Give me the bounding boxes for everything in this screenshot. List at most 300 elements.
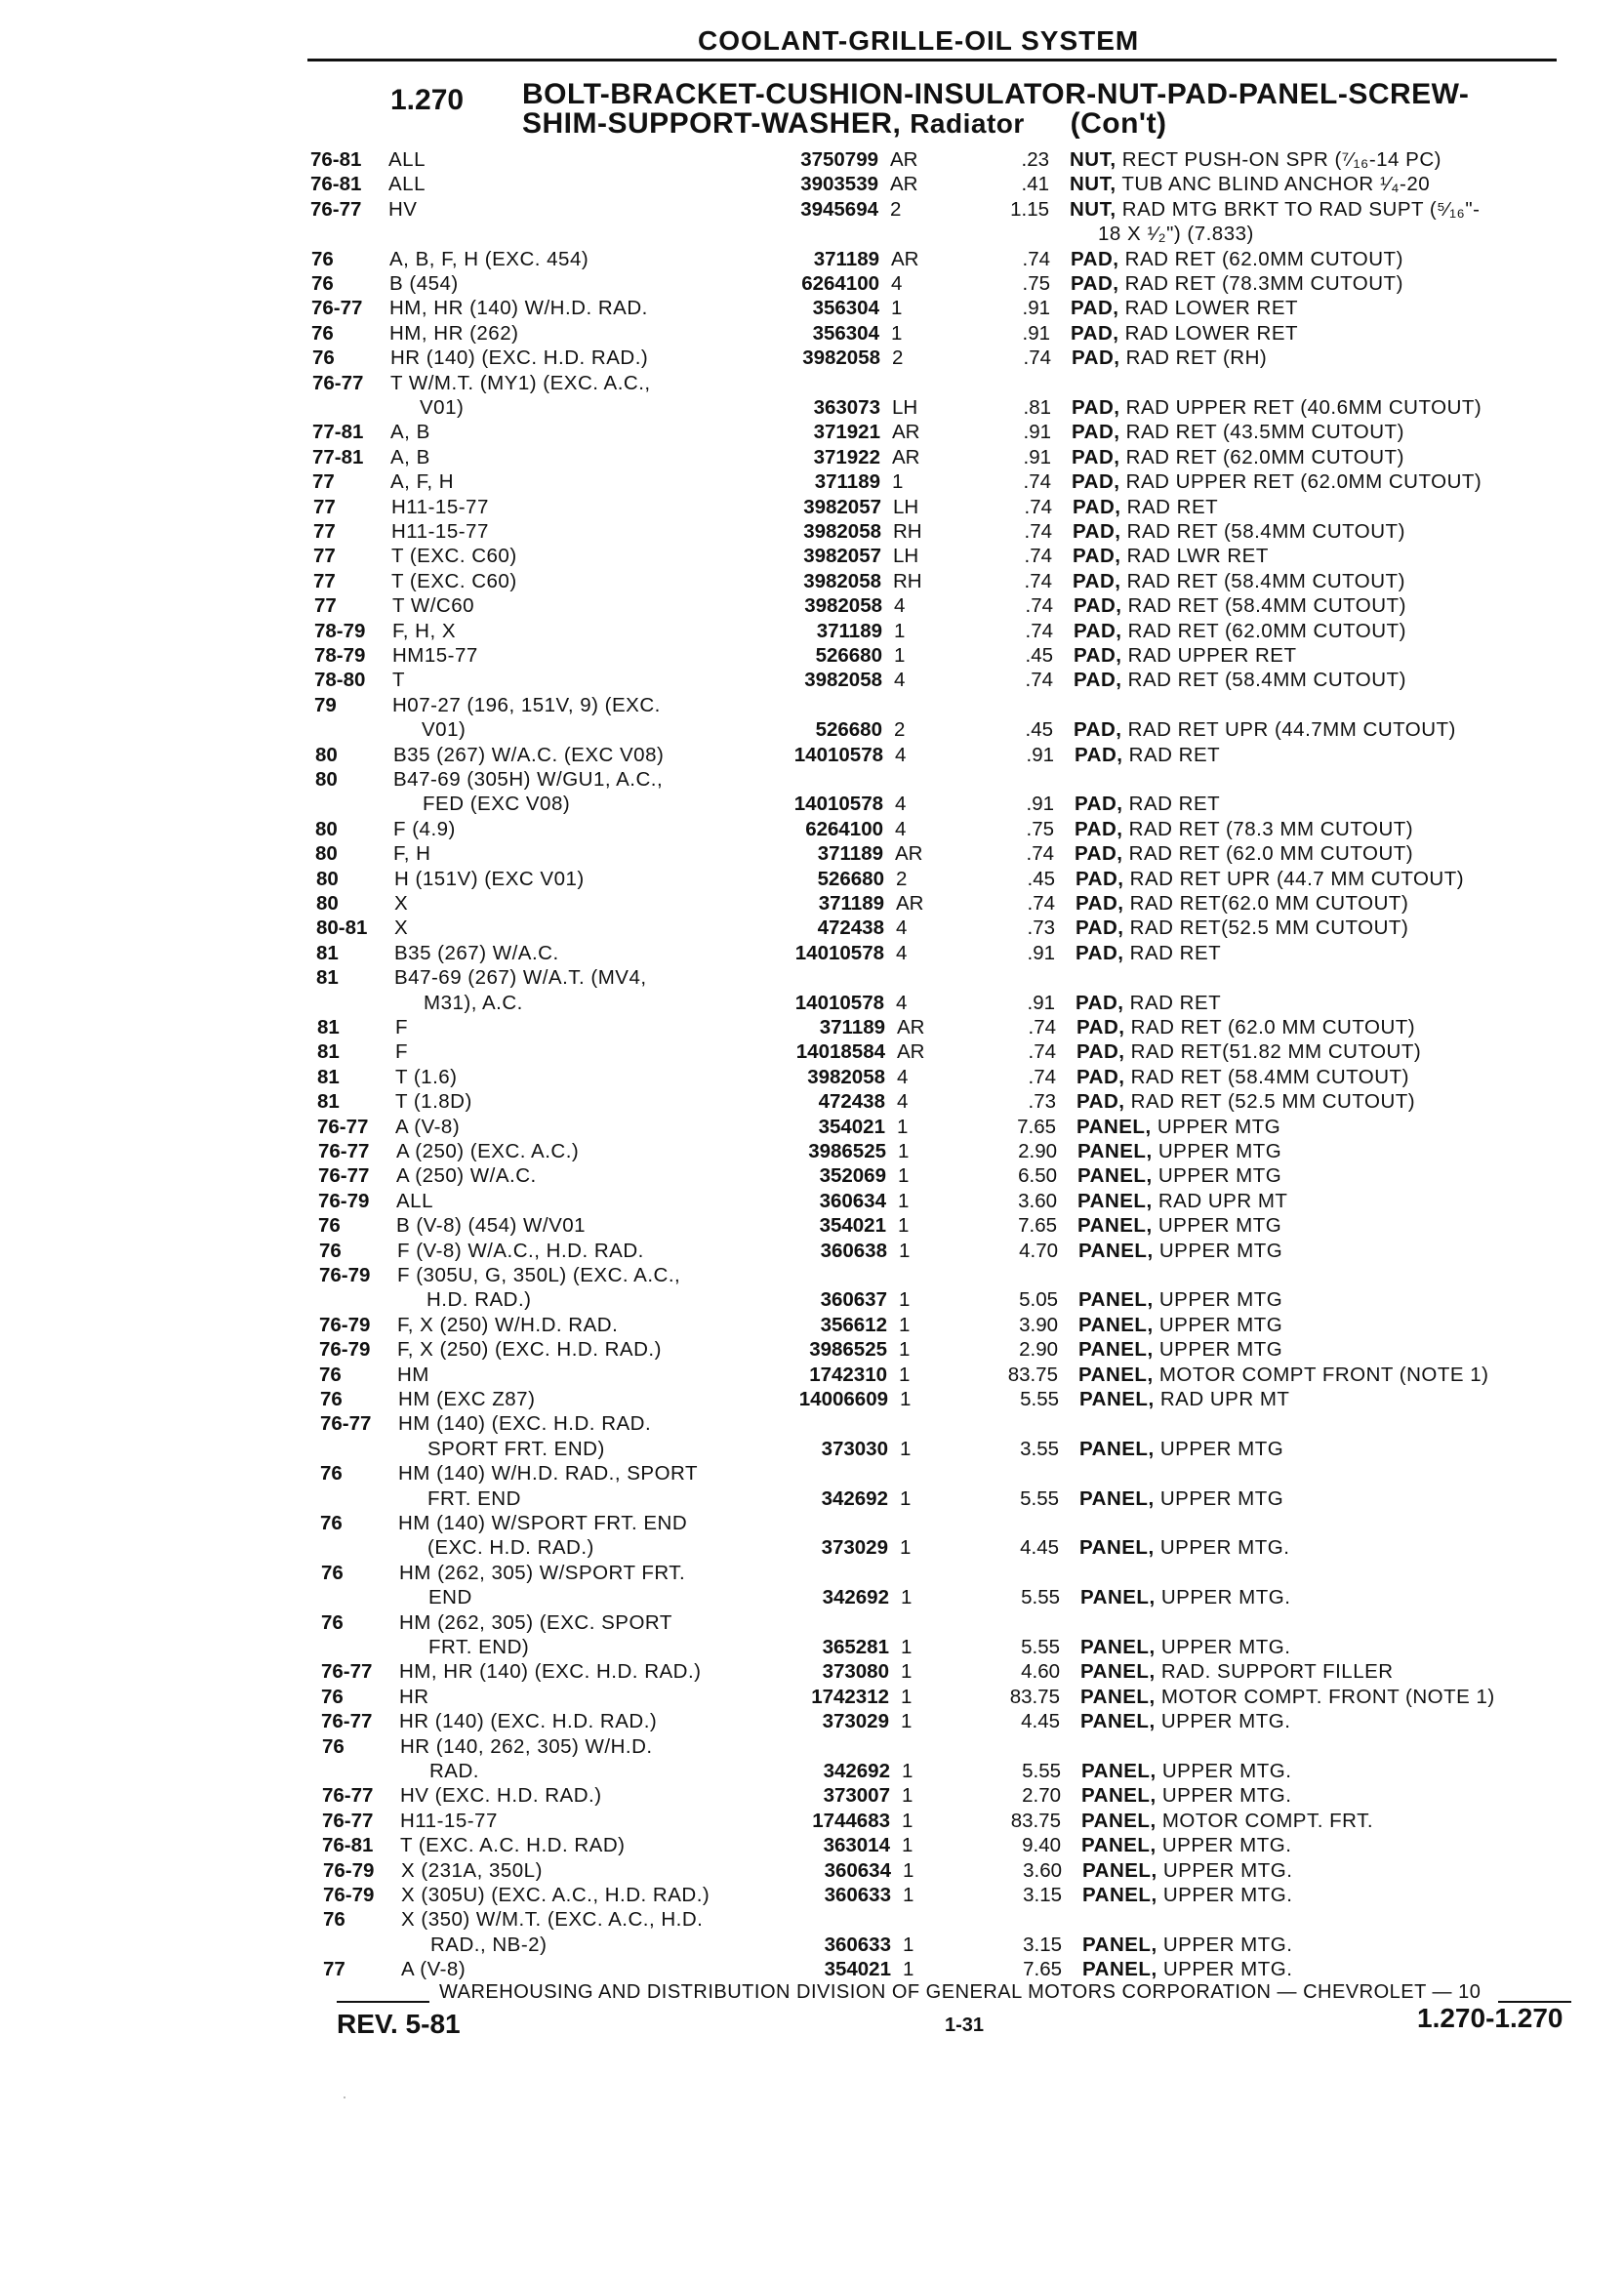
row-part-name [1070, 148, 1441, 172]
row-part-detail: RAD RET [1128, 793, 1221, 816]
row-year: 81 [317, 1090, 340, 1114]
row-description-cont: V01) [420, 396, 465, 419]
section-code: 1.270-1.270 [1417, 2003, 1563, 2033]
row-description-cont: M31), A.C. [424, 991, 523, 1014]
row-part-type: PAD, [1075, 743, 1123, 766]
row-part-number: 371922 [813, 445, 880, 468]
row-price: 4.70 [1019, 1239, 1058, 1262]
row-price: 83.75 [1009, 1685, 1060, 1708]
row-part-detail: UPPER MTG. [1159, 1536, 1290, 1560]
row-year: 76-77 [321, 1710, 373, 1733]
row-year: 77-81 [312, 421, 364, 444]
row-part-detail: TUB ANC BLIND ANCHOR ¹⁄₄-20 [1121, 173, 1431, 196]
row-description: B47-69 (305H) W/GU1, A.C., [393, 768, 664, 791]
row-year: 76 [320, 1388, 343, 1410]
row-part-number: 365281 [822, 1636, 889, 1658]
row-year: 76-81 [310, 148, 362, 171]
row-part-name [1080, 1686, 1495, 1709]
row-quantity: AR [890, 173, 918, 196]
row-part-number: 3982057 [803, 495, 881, 518]
row-description: HM, HR (262) [389, 321, 519, 345]
row-description: F (V-8) W/A.C., H.D. RAD. [397, 1239, 644, 1262]
row-price: .81 [1023, 396, 1051, 419]
row-description: H11-15-77 [391, 495, 489, 518]
row-price: .74 [1024, 520, 1052, 543]
row-part-detail: MOTOR COMPT. FRT. [1161, 1809, 1374, 1832]
row-part-name [1072, 421, 1404, 444]
row-price: 5.55 [1022, 1760, 1061, 1782]
footer-rule-left [337, 2001, 429, 2003]
row-part-number: 373029 [822, 1710, 889, 1733]
row-part-name [1074, 620, 1406, 643]
row-part-name [1079, 1487, 1283, 1511]
row-part-detail: RAD RET (52.5 MM CUTOUT) [1130, 1090, 1416, 1114]
row-year: 76 [321, 1610, 344, 1634]
row-part-name [1072, 470, 1482, 494]
row-part-number: 14006609 [798, 1388, 888, 1410]
row-description: HM15-77 [392, 644, 478, 667]
row-part-type: PAD, [1076, 892, 1124, 915]
row-part-type: PAD, [1071, 272, 1119, 295]
row-part-name [1076, 892, 1408, 916]
row-description: B (454) [389, 272, 459, 295]
row-part-detail: UPPER MTG [1157, 1115, 1281, 1138]
row-part-detail: RAD RET (58.4MM CUTOUT) [1126, 569, 1405, 592]
row-year: 76 [321, 1561, 344, 1584]
row-price: .74 [1028, 1016, 1056, 1038]
row-part-type: PANEL, [1080, 1685, 1156, 1708]
row-part-name [1081, 1810, 1373, 1833]
row-year: 81 [316, 966, 339, 990]
row-part-name [1076, 868, 1464, 891]
row-year: 76-77 [310, 197, 362, 221]
row-description: F [395, 1016, 409, 1038]
row-year: 76-77 [322, 1784, 374, 1808]
row-description: F (4.9) [393, 817, 456, 840]
row-part-type: PANEL, [1079, 1388, 1155, 1410]
row-part-name [1078, 1314, 1282, 1337]
row-part-number: 526680 [815, 644, 882, 667]
row-part-type: PANEL, [1080, 1660, 1156, 1684]
row-quantity: 4 [897, 1090, 909, 1114]
row-quantity: AR [895, 842, 923, 866]
row-year: 76-77 [318, 1140, 370, 1162]
row-price: 7.65 [1017, 1115, 1056, 1138]
row-part-number: 3982058 [807, 1065, 885, 1088]
row-part-name [1075, 793, 1220, 816]
row-part-detail: RAD UPPER RET (40.6MM CUTOUT) [1125, 396, 1482, 419]
row-part-number: 371189 [819, 1016, 885, 1038]
row-part-number: 6264100 [801, 272, 879, 295]
row-description: HR (140) (EXC. H.D. RAD.) [399, 1710, 658, 1733]
row-part-detail: UPPER MTG. [1160, 1636, 1291, 1658]
row-part-name [1073, 570, 1405, 593]
row-part-detail: RAD RET UPR (44.7 MM CUTOUT) [1129, 867, 1465, 890]
row-quantity: AR [890, 148, 918, 171]
row-part-name [1081, 1834, 1291, 1857]
row-part-name [1074, 718, 1456, 742]
row-price: .74 [1028, 1065, 1056, 1088]
row-quantity: 1 [894, 619, 906, 642]
row-description: A, F, H [390, 470, 455, 494]
row-part-detail: RAD RET (RH) [1125, 346, 1268, 370]
row-part-name [1074, 644, 1296, 668]
row-part-name [1077, 1214, 1281, 1238]
row-part-detail: RAD UPR MT [1157, 1189, 1288, 1212]
row-description: X (305U) (EXC. A.C., H.D. RAD.) [401, 1884, 710, 1906]
row-part-type: PAD, [1075, 817, 1123, 840]
row-part-number: 371189 [818, 892, 884, 915]
row-quantity: 1 [902, 1784, 914, 1808]
row-part-name [1080, 1660, 1394, 1684]
row-part-number: 360637 [820, 1288, 887, 1312]
row-description: B47-69 (267) W/A.T. (MV4, [394, 966, 647, 990]
row-price: .74 [1024, 569, 1052, 592]
row-part-name [1079, 1536, 1289, 1560]
row-description: A, B [390, 421, 430, 444]
row-year: 80 [315, 842, 338, 866]
row-part-type: NUT, [1070, 173, 1116, 196]
row-part-type: NUT, [1070, 148, 1116, 171]
row-part-type: PAD, [1072, 470, 1120, 494]
row-price: .74 [1025, 619, 1053, 642]
row-quantity: 2 [894, 718, 906, 742]
row-part-number: 14010578 [793, 793, 883, 816]
row-description: HM (262, 305) W/SPORT FRT. [399, 1561, 686, 1584]
row-part-detail: RAD RET (78.3MM CUTOUT) [1124, 272, 1403, 295]
row-part-detail: RAD RET (58.4MM CUTOUT) [1127, 669, 1406, 692]
row-part-detail: RAD UPR MT [1159, 1388, 1290, 1410]
row-part-type: PANEL, [1077, 1140, 1153, 1162]
row-part-name [1082, 1859, 1292, 1883]
row-year: 76 [312, 346, 335, 370]
row-part-detail: UPPER MTG [1157, 1214, 1282, 1238]
row-quantity: 1 [898, 1164, 910, 1188]
row-part-type: PANEL, [1081, 1784, 1157, 1808]
row-part-name [1071, 248, 1403, 271]
page-number: 1-31 [945, 2015, 985, 2036]
row-part-number: 3982057 [803, 545, 881, 568]
row-part-number: 363073 [813, 396, 880, 419]
row-part-number: 360633 [824, 1884, 891, 1906]
row-description-cont: SPORT FRT. END) [427, 1437, 605, 1460]
row-year: 76-81 [310, 173, 362, 196]
row-quantity: 1 [891, 297, 903, 320]
row-description-cont: FRT. END [427, 1486, 521, 1510]
row-description: F, H, X [392, 619, 457, 642]
row-part-type: PANEL, [1078, 1239, 1154, 1262]
row-description: HV (EXC. H.D. RAD.) [400, 1784, 602, 1808]
row-year: 80 [316, 892, 339, 915]
row-price: 83.75 [1010, 1809, 1061, 1832]
row-part-type: PANEL, [1081, 1760, 1157, 1782]
row-description: HM (140) W/H.D. RAD., SPORT [398, 1462, 698, 1486]
section-title-parts: SHIM-SUPPORT-WASHER, [522, 107, 902, 140]
row-year: 76 [318, 1214, 341, 1238]
row-part-name [1074, 594, 1406, 618]
row-part-detail: RAD RET (78.3 MM CUTOUT) [1128, 817, 1414, 840]
row-description: A (V-8) [395, 1115, 461, 1138]
row-part-name [1070, 198, 1480, 222]
row-part-number: 371189 [816, 619, 882, 642]
row-part-detail: UPPER MTG [1157, 1140, 1282, 1162]
row-price: .74 [1028, 1040, 1056, 1064]
row-year: 81 [316, 941, 339, 964]
row-year: 76-77 [320, 1412, 372, 1436]
row-part-type: PANEL, [1081, 1834, 1157, 1857]
row-description: T W/C60 [392, 594, 474, 618]
row-part-detail: RAD UPPER RET (62.0MM CUTOUT) [1125, 470, 1482, 494]
row-part-number: 526680 [815, 718, 882, 742]
row-year: 76-79 [318, 1189, 370, 1212]
row-part-number: 354021 [819, 1214, 886, 1238]
row-price: 6.50 [1018, 1164, 1057, 1188]
row-part-number: 1742310 [809, 1363, 887, 1386]
row-part-detail: UPPER MTG [1159, 1437, 1284, 1460]
row-part-type: PANEL, [1079, 1536, 1155, 1560]
row-part-name [1070, 173, 1430, 196]
row-description: A, B [390, 445, 430, 468]
row-quantity: 4 [895, 817, 907, 840]
row-price: .91 [1027, 991, 1055, 1014]
row-description: T (1.6) [395, 1065, 458, 1088]
row-description-cont: FRT. END) [428, 1636, 530, 1658]
row-quantity: 1 [897, 1115, 909, 1138]
row-year: 80 [315, 743, 338, 766]
row-price: .75 [1026, 817, 1054, 840]
row-part-type: PANEL, [1079, 1486, 1155, 1510]
row-part-detail-cont: 18 X ¹⁄₂") (7.833) [1098, 223, 1254, 246]
row-part-name [1076, 1090, 1415, 1114]
row-price: 83.75 [1007, 1363, 1058, 1386]
row-quantity: 4 [894, 594, 906, 618]
row-part-detail: UPPER MTG. [1161, 1784, 1292, 1808]
row-description: A (V-8) [401, 1958, 467, 1981]
row-part-type: PAD, [1074, 644, 1122, 667]
row-price: .91 [1026, 743, 1054, 766]
row-quantity: AR [897, 1016, 925, 1038]
row-quantity: 2 [890, 197, 902, 221]
row-part-detail: UPPER MTG. [1160, 1710, 1291, 1733]
row-part-number: 363014 [823, 1834, 890, 1857]
row-year: 79 [314, 693, 337, 716]
row-quantity: 1 [891, 321, 903, 345]
row-description: ALL [388, 148, 426, 171]
row-part-number: 371921 [813, 421, 880, 444]
row-part-type: PAD, [1071, 247, 1119, 270]
section-title-continued: (Con't) [1070, 107, 1167, 140]
row-quantity: 1 [899, 1239, 911, 1262]
section-title-radiator: Radiator [910, 108, 1025, 139]
row-part-type: PANEL, [1080, 1636, 1156, 1658]
row-price: 4.45 [1020, 1536, 1059, 1560]
row-price: 5.55 [1021, 1586, 1060, 1609]
row-price: .74 [1024, 545, 1052, 568]
row-part-detail: UPPER MTG. [1161, 1834, 1292, 1857]
row-price: 4.60 [1021, 1660, 1060, 1684]
row-quantity: 4 [896, 941, 908, 964]
row-price: 3.55 [1020, 1437, 1059, 1460]
row-description-cont: RAD. [429, 1760, 479, 1782]
row-part-name [1074, 669, 1406, 692]
row-part-number: 352069 [819, 1164, 886, 1188]
row-description-cont: H.D. RAD.) [426, 1288, 532, 1312]
row-part-detail: UPPER MTG. [1162, 1858, 1293, 1882]
row-quantity: 1 [898, 1189, 910, 1212]
row-price: .91 [1023, 421, 1051, 444]
row-year: 77 [312, 470, 335, 494]
row-description: F, X (250) W/H.D. RAD. [397, 1313, 619, 1336]
row-year: 76-81 [322, 1834, 374, 1857]
row-part-type: PAD, [1076, 1040, 1125, 1064]
row-part-number: 14010578 [793, 743, 883, 766]
row-part-name [1077, 1140, 1281, 1163]
row-year: 76 [319, 1363, 342, 1386]
row-part-number: 356304 [812, 321, 879, 345]
row-price: .91 [1027, 941, 1055, 964]
row-quantity: 1 [894, 644, 906, 667]
row-part-number: 371189 [817, 842, 883, 866]
row-quantity: 1 [900, 1388, 912, 1410]
row-part-type: PAD, [1076, 867, 1124, 890]
row-quantity: 1 [898, 1214, 910, 1238]
row-part-type: PANEL, [1078, 1338, 1154, 1362]
row-part-detail: MOTOR COMPT FRONT (NOTE 1) [1158, 1363, 1489, 1386]
scan-speck [344, 2097, 345, 2098]
row-part-type: PANEL, [1082, 1958, 1157, 1981]
row-part-number: 373029 [821, 1536, 888, 1560]
row-description: B (V-8) (454) W/V01 [396, 1214, 587, 1238]
row-part-number: 354021 [824, 1958, 891, 1981]
row-part-name [1076, 1040, 1421, 1064]
row-year: 76 [323, 1908, 345, 1932]
row-part-name [1079, 1438, 1283, 1461]
row-part-type: PAD, [1071, 321, 1119, 345]
row-quantity: 2 [892, 346, 904, 370]
row-part-type: PAD, [1073, 495, 1121, 518]
row-quantity: 4 [895, 793, 907, 816]
row-year: 76 [319, 1239, 342, 1262]
row-part-type: PANEL, [1081, 1809, 1157, 1832]
row-price: .74 [1025, 669, 1053, 692]
row-price: .45 [1027, 867, 1055, 890]
row-description: A, B, F, H (EXC. 454) [389, 247, 589, 270]
row-year: 77 [313, 520, 336, 543]
row-price: 5.55 [1021, 1636, 1060, 1658]
row-description: X (350) W/M.T. (EXC. A.C., H.D. [401, 1908, 704, 1932]
row-description-cont: FED (EXC V08) [423, 793, 571, 816]
row-description: HR (140, 262, 305) W/H.D. [400, 1734, 653, 1758]
row-quantity: 1 [901, 1710, 913, 1733]
row-price: 2.90 [1019, 1338, 1058, 1362]
row-part-detail: RAD LOWER RET [1124, 321, 1299, 345]
row-part-type: PANEL, [1078, 1313, 1154, 1336]
row-part-type: PAD, [1076, 1016, 1125, 1038]
row-description: A (250) (EXC. A.C.) [396, 1140, 580, 1162]
row-part-number: 342692 [821, 1486, 888, 1510]
row-description: HV [388, 197, 418, 221]
row-quantity: LH [892, 396, 918, 419]
row-part-detail: UPPER MTG [1158, 1288, 1283, 1312]
row-quantity: 1 [900, 1486, 912, 1510]
row-price: .45 [1025, 644, 1053, 667]
row-part-number: 3982058 [804, 594, 882, 618]
row-part-name [1082, 1934, 1292, 1957]
row-part-name [1080, 1586, 1290, 1609]
row-part-detail: RAD RET(52.5 MM CUTOUT) [1129, 916, 1409, 940]
row-part-type: PAD, [1071, 297, 1119, 320]
row-part-type: PANEL, [1082, 1933, 1157, 1956]
row-year: 80-81 [316, 916, 368, 940]
row-quantity: 1 [900, 1437, 912, 1460]
row-part-detail: RAD RET [1128, 743, 1221, 766]
row-part-number: 360638 [820, 1239, 887, 1262]
row-year: 76-77 [311, 297, 363, 320]
row-part-number: 14018584 [795, 1040, 885, 1064]
row-part-type: PAD, [1074, 619, 1122, 642]
row-price: .73 [1028, 1090, 1056, 1114]
row-part-number: 3750799 [800, 148, 878, 171]
row-part-name [1079, 1388, 1289, 1411]
row-part-type: PAD, [1074, 718, 1122, 742]
row-description: HM (140) W/SPORT FRT. END [398, 1512, 688, 1534]
row-part-name [1078, 1240, 1282, 1263]
row-year: 81 [317, 1065, 340, 1088]
row-description: ALL [396, 1189, 433, 1212]
row-price: 5.55 [1020, 1388, 1059, 1410]
row-description: F [395, 1040, 409, 1064]
row-price: .91 [1022, 297, 1050, 320]
row-part-number: 14010578 [794, 991, 884, 1014]
row-quantity: 4 [897, 1065, 909, 1088]
row-part-number: 3986525 [809, 1338, 887, 1362]
row-price: 5.55 [1020, 1486, 1059, 1510]
row-quantity: 1 [898, 1140, 910, 1162]
row-part-name [1078, 1338, 1282, 1362]
row-part-name [1073, 545, 1269, 568]
row-part-number: 472438 [817, 916, 884, 940]
row-part-number: 3982058 [803, 520, 881, 543]
row-quantity: 1 [902, 1809, 914, 1832]
row-quantity: 1 [902, 1834, 914, 1857]
row-part-type: PAD, [1072, 421, 1120, 444]
row-part-detail: RAD RET [1129, 941, 1222, 964]
row-description: HR [399, 1685, 429, 1708]
row-description: HM, HR (140) W/H.D. RAD. [389, 297, 648, 320]
row-part-number: 342692 [822, 1586, 889, 1609]
row-year: 80 [315, 817, 338, 840]
row-part-number: 3982058 [802, 346, 880, 370]
row-part-name [1076, 942, 1221, 965]
row-part-number: 3986525 [808, 1140, 886, 1162]
row-part-detail: RAD RET (62.0 MM CUTOUT) [1128, 842, 1414, 866]
row-part-detail: UPPER MTG. [1162, 1884, 1293, 1906]
row-part-name [1077, 1164, 1281, 1188]
row-year: 76-77 [318, 1164, 370, 1188]
row-price: .74 [1022, 247, 1050, 270]
row-description-cont: RAD., NB-2) [430, 1933, 548, 1956]
section-title-line1: BOLT-BRACKET-CUSHION-INSULATOR-NUT-PAD-PANEL-SCREW- [522, 78, 1470, 110]
row-part-type: PAD, [1073, 569, 1121, 592]
row-year: 76-79 [319, 1264, 371, 1286]
row-description: F, H [393, 842, 431, 866]
row-part-detail: UPPER MTG. [1162, 1933, 1293, 1956]
row-year: 76-77 [321, 1660, 373, 1684]
row-price: 3.90 [1019, 1313, 1058, 1336]
row-price: .73 [1027, 916, 1055, 940]
row-part-detail: RAD RET UPR (44.7MM CUTOUT) [1127, 718, 1456, 742]
row-part-detail: RAD RET [1129, 991, 1222, 1014]
